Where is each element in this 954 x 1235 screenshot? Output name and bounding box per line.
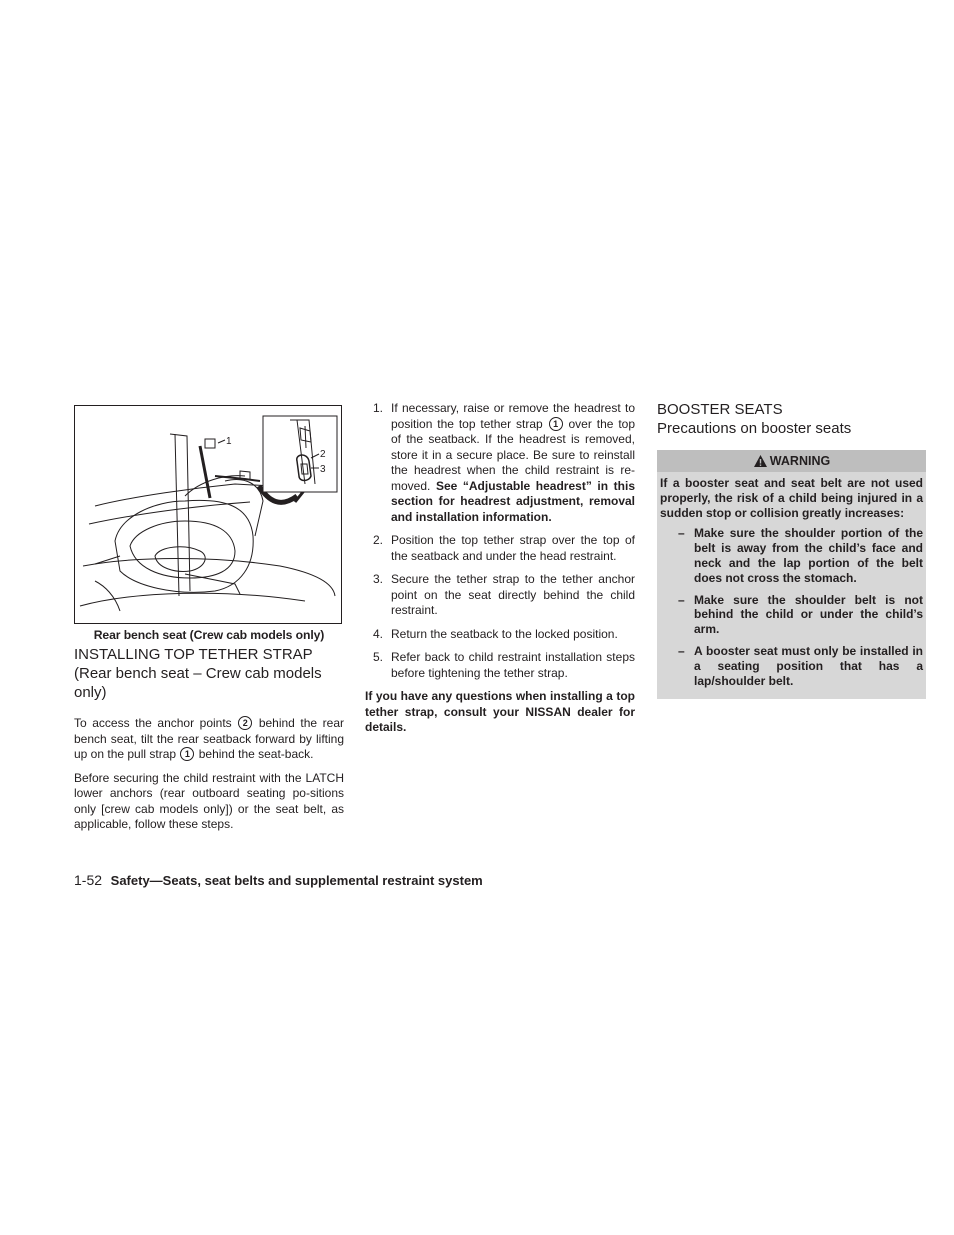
step-text-b: over the top of the seatback. If the headrest is removed, store it in a secure place. Be sure to reinstall the headrest when the child restraint is re-moved. <box>391 416 635 493</box>
installing-subheading: (Rear bench seat – Crew cab models only) <box>74 665 322 701</box>
warning-intro: If a booster seat and seat belt are not used properly, the risk of a child being injured in a sudden stop or collision greatly increases: <box>660 476 923 520</box>
rear-bench-seat-illustration <box>74 405 342 624</box>
step-number: 2. <box>373 533 384 547</box>
p1-text-c: behind the seat-back. <box>195 747 314 761</box>
dealer-contact-note: If you have any questions when installing a top tether strap, consult your NISSAN dealer for details. <box>365 689 635 734</box>
step-item <box>365 572 635 619</box>
figure-caption: Rear bench seat (Crew cab models only) <box>93 628 325 642</box>
warning-item-text: Make sure the shoulder belt is not behind the child or under the child’s arm. <box>694 592 923 637</box>
step-number: 1. <box>373 401 384 415</box>
dash-bullet: – <box>678 643 685 658</box>
warning-list <box>660 526 923 688</box>
warning-item <box>660 526 923 585</box>
step-number: 5. <box>373 650 384 664</box>
warning-header <box>657 450 926 472</box>
seat-diagram <box>75 406 343 625</box>
step-text: Refer back to child restraint installation steps before tightening the tether strap. <box>391 650 635 680</box>
warning-label: WARNING <box>769 454 831 468</box>
middle-column <box>365 401 635 736</box>
p1-text-a: To access the anchor points <box>74 716 238 730</box>
warning-item-text: Make sure the shoulder portion of the belt is away from the child’s face and neck and the lap portion of the belt does not cross the stomach. <box>694 526 923 585</box>
step-item <box>365 650 635 681</box>
warning-triangle-icon <box>753 454 768 468</box>
warning-item-text: A booster seat must only be installed in a seating position that has a lap/shoulder belt. <box>694 643 923 688</box>
step-text-a: If necessary, raise or remove the headrest to position the top tether strap <box>391 401 635 431</box>
p1-text-b: behind the rear bench seat, tilt the rear seatback forward by lifting up on the pull strap <box>74 716 344 761</box>
page-footer <box>74 872 483 888</box>
callout-1: 1 <box>226 436 232 447</box>
page-number: 1-52 <box>74 872 103 888</box>
step-reference: See “Adjustable headrest” in this section for headrest adjustment, removal and installation information. <box>391 478 635 524</box>
right-column <box>657 401 926 699</box>
step-item <box>365 401 635 525</box>
step-text: Position the top tether strap over the top of the seatback and under the head restraint. <box>391 533 635 563</box>
step-number: 3. <box>373 572 384 586</box>
step-item <box>365 533 635 564</box>
warning-item <box>660 593 923 637</box>
anchor-access-paragraph <box>74 716 344 763</box>
circled-number-1: 1 <box>549 417 563 431</box>
booster-subheading: Precautions on booster seats <box>657 420 852 437</box>
callout-2: 2 <box>320 449 326 460</box>
section-title: Safety—Seats, seat belts and supplemental restraint system <box>110 873 483 888</box>
step-item <box>365 627 635 643</box>
circled-number-1: 1 <box>180 747 194 761</box>
step-text: Return the seatback to the locked position. <box>391 626 618 641</box>
circled-number-2: 2 <box>238 716 252 730</box>
dash-bullet: – <box>678 592 685 607</box>
left-column <box>74 405 344 841</box>
step-number: 4. <box>373 626 384 641</box>
step-text: Secure the tether strap to the tether anchor point on the seat directly behind the child restraint. <box>391 572 635 617</box>
installing-heading: INSTALLING TOP TETHER STRAP <box>74 646 313 663</box>
latch-paragraph: Before securing the child restraint with the LATCH lower anchors (rear outboard seating po-sitions only [crew cab models only]) or the seat belt, as applicable, follow these steps. <box>74 770 344 831</box>
warning-box <box>657 450 926 699</box>
dash-bullet: – <box>678 526 685 541</box>
warning-item <box>660 644 923 688</box>
callout-3: 3 <box>320 464 326 475</box>
installation-steps <box>365 401 635 681</box>
booster-heading: BOOSTER SEATS <box>657 401 783 418</box>
